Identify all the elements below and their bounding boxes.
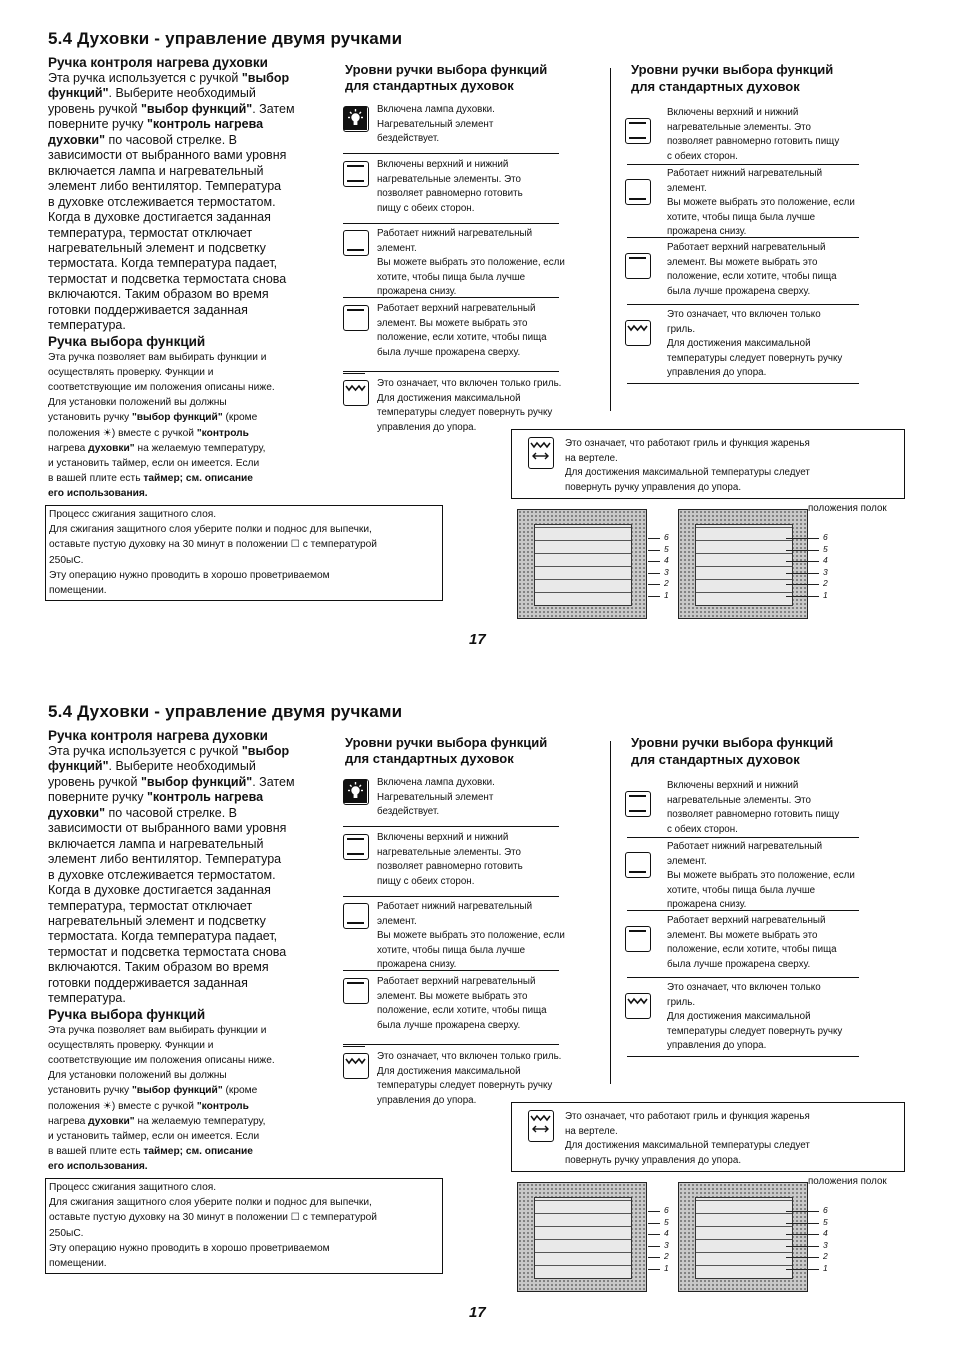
right-entry-text: элемент. [667, 182, 707, 194]
top-heat-icon [343, 978, 369, 1004]
right-entry-text: управления до упора. [667, 1040, 767, 1051]
middle-entry-text: пищу с обеих сторон. [377, 202, 475, 214]
right-entry-text: позволяет равномерно готовить пищу [667, 809, 840, 820]
burn-in-notice-text: оставьте пустую духовку на 30 минут в положении ☐ с температурой [49, 1212, 377, 1224]
bottom-heat-icon-glyph [626, 853, 649, 876]
thermostat-knob-text: включается лампа и нагревательный [48, 163, 264, 178]
shelf-leader-line [648, 596, 660, 597]
right-entry-text: нагревательные элементы. Это [667, 121, 811, 133]
thermostat-knob-text: уровень ручкой "выбор функций". Затем [48, 101, 295, 116]
middle-entry-text: управления до упора. [377, 1094, 477, 1106]
burn-in-notice-text: Эту операцию нужно проводить в хорошо проветриваемом [49, 1242, 330, 1254]
thermostat-knob-text: в духовке отслеживается термостатом. [48, 194, 276, 209]
thermostat-knob-text: включаются. Таким образом во время [48, 287, 269, 302]
thermostat-knob-text: нагревательный элемент и подсветку [48, 240, 266, 255]
bottom-heat-icon [343, 230, 369, 256]
shelf-leader-line [648, 550, 660, 551]
entry-divider [343, 371, 559, 372]
shelf-positions-label: положения полок [808, 1176, 887, 1187]
thermostat-knob-text: Эта ручка используется с ручкой "выбор [48, 744, 290, 758]
function-knob-text: нагрева духовки" на желаемую температуру, [48, 1115, 266, 1127]
burn-in-notice-text: помещении. [49, 585, 107, 596]
shelf-positions-label: положения полок [808, 503, 887, 514]
entry-divider [343, 153, 559, 154]
right-entry-text: температуры следует повернуть ручку [667, 352, 843, 364]
function-knob-heading: Ручка выбора функций [48, 1007, 206, 1022]
burn-in-notice-text: помещении. [49, 1258, 107, 1269]
burn-in-notice-text: Процесс сжигания защитного слоя. [49, 509, 217, 520]
middle-entry-text: температуры следует повернуть ручку [377, 407, 553, 418]
right-entry-text: была лучше прожарена сверху. [667, 958, 811, 970]
middle-entry-text: нагревательные элементы. Это [377, 173, 521, 185]
top-bottom-heat-icon-glyph [626, 119, 649, 142]
burn-in-notice-text: Эту операцию нужно проводить в хорошо проветриваемом [49, 569, 330, 581]
lamp-icon [343, 106, 369, 132]
shelf-number: 1 [664, 1263, 669, 1273]
thermostat-knob-text: зависимости от выбранного вами уровня [48, 821, 287, 836]
middle-entry-text: пищу с обеих сторон. [377, 875, 475, 887]
function-knob-text: его использования. [48, 1160, 148, 1172]
middle-entry-text: Для достижения максимальной [377, 392, 521, 404]
section-title: 5.4 Духовки - управление двумя ручками [48, 29, 403, 48]
right-entry-text: с обеих сторон. [667, 823, 738, 835]
middle-entry-text: хотите, чтобы пища была лучше [377, 271, 526, 283]
middle-entry-text: элемент. Вы можете выбрать это [377, 990, 528, 1002]
entry-divider [627, 383, 859, 384]
burn-in-notice-text: оставьте пустую духовку на 30 минут в положении ☐ с температурой [49, 539, 377, 551]
bottom-heat-icon [625, 179, 651, 205]
function-knob-heading: Ручка выбора функций [48, 334, 206, 349]
middle-entry-text: Работает верхний нагревательный [377, 976, 536, 987]
thermostat-knob-text: включаются. Таким образом во время [48, 960, 269, 975]
shelf-leader-line [786, 561, 819, 562]
entry-divider [627, 237, 859, 238]
right-entry-text: Работает нижний нагревательный [667, 841, 823, 852]
shelf-leader-line [648, 1211, 660, 1212]
entry-divider [627, 910, 859, 911]
shelf-number: 5 [823, 1216, 828, 1227]
shelf-number: 6 [823, 1205, 828, 1215]
thermostat-knob-text: функций". Выберите необходимый [48, 86, 256, 101]
right-entry-text: Это означает, что включен только [667, 982, 821, 993]
shelf-number: 1 [664, 590, 669, 600]
top-heat-icon-glyph [344, 979, 367, 1002]
entry-divider [343, 297, 559, 298]
thermostat-knob-text: элемент либо вентилятор. Температура [48, 179, 282, 194]
middle-entry-text: прожарена снизу. [377, 959, 457, 970]
oven-cavity [534, 1197, 632, 1279]
shelf-number: 4 [823, 1228, 828, 1239]
entry-divider [343, 896, 559, 897]
function-knob-text: установить ручку "выбор функций" (кроме [48, 1085, 258, 1097]
middle-entry-text: прожарена снизу. [377, 286, 457, 297]
entry-divider [627, 304, 859, 305]
section-title: 5.4 Духовки - управление двумя ручками [48, 702, 403, 721]
middle-entry-text: Это означает, что включен только гриль. [377, 1051, 562, 1062]
right-heading: для стандартных духовок [631, 79, 800, 94]
manual-page [0, 0, 954, 673]
middle-entry-text: элемент. [377, 242, 417, 254]
rotisserie-text: повернуть ручку управления до упора. [565, 1154, 742, 1166]
manual-page [0, 673, 954, 1346]
shelf-leader-line [786, 1211, 819, 1212]
middle-entry-text: положение, если хотите, чтобы пища [377, 332, 547, 343]
thermostat-knob-text: готовки поддерживается заданная [48, 302, 248, 317]
burn-in-notice-text: Процесс сжигания защитного слоя. [49, 1182, 217, 1193]
thermostat-knob-text: уровень ручкой "выбор функций". Затем [48, 774, 295, 789]
oven-diagram [517, 1182, 647, 1292]
thermostat-knob-text: термостат и подсветка термостата снова [48, 271, 287, 286]
right-entry-text: Включены верхний и нижний [667, 107, 799, 118]
middle-entry-text: Включены верхний и нижний [377, 159, 509, 170]
middle-entry-text: хотите, чтобы пища была лучше [377, 944, 526, 956]
thermostat-knob-text: температура. [48, 991, 126, 1006]
thermostat-knob-text: Когда в духовке достигается заданная [48, 883, 271, 898]
right-entry-text: Включены верхний и нижний [667, 780, 799, 791]
middle-entry-text: Это означает, что включен только гриль. [377, 378, 562, 389]
shelf-number: 3 [823, 1239, 828, 1250]
top-bottom-heat-icon [343, 834, 369, 860]
bottom-heat-icon-glyph [344, 904, 367, 927]
shelf-number: 6 [823, 532, 828, 542]
shelf-number: 2 [823, 578, 828, 589]
right-entry-text: элемент. Вы можете выбрать это [667, 929, 818, 941]
shelf-leader-line [786, 596, 819, 597]
thermostat-knob-text: Эта ручка используется с ручкой "выбор [48, 71, 290, 85]
right-entry-text: Вы можете выбрать это положение, если [667, 197, 855, 208]
shelf-number: 2 [823, 1251, 828, 1262]
rotisserie-text: Это означает, что работают гриль и функция жаренья [565, 1111, 810, 1122]
middle-entry-text: Вы можете выбрать это положение, если [377, 930, 565, 941]
grill-icon [625, 993, 651, 1019]
oven-diagram [678, 1182, 808, 1292]
function-knob-text: нагрева духовки" на желаемую температуру, [48, 442, 266, 454]
middle-entry-text: элемент. [377, 915, 417, 927]
middle-entry-text: бездействует. [377, 806, 440, 817]
right-heading: Уровни ручки выбора функций [631, 62, 834, 77]
shelf-leader-line [786, 1234, 819, 1235]
function-knob-text: Для установки положений вы должны [48, 1070, 227, 1082]
thermostat-knob-text: духовки" по часовой стрелке. В [48, 132, 238, 147]
burn-in-notice-text: 250ыС. [49, 554, 84, 566]
shelf-leader-line [786, 538, 819, 539]
shelf-number: 6 [664, 532, 669, 542]
right-entry-text: хотите, чтобы пища была лучше [667, 211, 816, 223]
thermostat-knob-text: температура, термостат отключает [48, 225, 253, 240]
oven-diagram [678, 509, 808, 619]
top-bottom-heat-icon-glyph [344, 835, 367, 858]
lamp-icon-glyph [344, 107, 367, 130]
thermostat-knob-text: термостат и подсветка термостата снова [48, 944, 287, 959]
rotisserie-text: на вертеле. [565, 452, 618, 464]
function-knob-text: осуществлять проверку. Функции и [48, 1040, 214, 1052]
rotisserie-text: на вертеле. [565, 1125, 618, 1137]
entry-divider [627, 1056, 859, 1057]
middle-entry-text: Нагревательный элемент [377, 118, 494, 130]
right-entry-text: Для достижения максимальной [667, 1011, 811, 1022]
function-knob-text: в вашей плите есть таймер; см. описание [48, 1145, 253, 1157]
oven-cavity [695, 524, 793, 606]
shelf-number: 4 [664, 555, 669, 566]
shelf-leader-line [648, 1257, 660, 1258]
grill-icon [343, 1053, 369, 1079]
middle-entry-text: Включена лампа духовки. [377, 777, 495, 788]
middle-entry-text: бездействует. [377, 133, 440, 144]
right-heading: Уровни ручки выбора функций [631, 735, 834, 750]
function-knob-text: Для установки положений вы должны [48, 397, 227, 409]
middle-entry-text: управления до упора. [377, 421, 477, 433]
rotisserie-icon [528, 437, 554, 469]
burn-in-notice-text: Для сжигания защитного слоя уберите полки и поднос для выпечки, [49, 524, 372, 536]
middle-entry-text: элемент. Вы можете выбрать это [377, 317, 528, 329]
middle-heading: Уровни ручки выбора функций [345, 735, 548, 750]
shelf-leader-line [648, 1269, 660, 1270]
grill-icon-glyph [344, 1054, 367, 1077]
entry-divider [343, 373, 365, 374]
right-entry-text: хотите, чтобы пища была лучше [667, 884, 816, 896]
shelf-number: 3 [664, 1239, 669, 1250]
top-bottom-heat-icon [625, 118, 651, 144]
thermostat-knob-text: поверните ручку "контроль нагрева [48, 117, 264, 132]
shelf-number: 5 [664, 1216, 669, 1227]
right-entry-text: Работает верхний нагревательный [667, 242, 826, 253]
middle-entry-text: Включены верхний и нижний [377, 832, 509, 843]
thermostat-knob-text: Когда в духовке достигается заданная [48, 210, 271, 225]
right-entry-text: температуры следует повернуть ручку [667, 1025, 843, 1037]
middle-entry-text: температуры следует повернуть ручку [377, 1080, 553, 1091]
middle-entry-text: положение, если хотите, чтобы пища [377, 1005, 547, 1016]
lamp-icon-glyph [344, 780, 367, 803]
shelf-leader-line [648, 538, 660, 539]
rotisserie-text: Это означает, что работают гриль и функция жаренья [565, 438, 810, 449]
shelf-number: 1 [823, 1263, 828, 1273]
shelf-leader-line [648, 561, 660, 562]
entry-divider [343, 223, 559, 224]
entry-divider [343, 1044, 559, 1045]
function-knob-text: Эта ручка позволяет вам выбирать функции и [48, 352, 267, 363]
rotisserie-icon [528, 1110, 554, 1142]
thermostat-knob-text: готовки поддерживается заданная [48, 975, 248, 990]
entry-divider [627, 977, 859, 978]
middle-entry-text: Вы можете выбрать это положение, если [377, 257, 565, 268]
top-bottom-heat-icon-glyph [626, 792, 649, 815]
right-entry-text: Работает нижний нагревательный [667, 168, 823, 179]
right-entry-text: управления до упора. [667, 367, 767, 378]
function-knob-text: установить ручку "выбор функций" (кроме [48, 412, 258, 424]
grill-icon-glyph [626, 321, 649, 344]
middle-entry-text: Включена лампа духовки. [377, 104, 495, 115]
right-entry-text: Для достижения максимальной [667, 338, 811, 349]
grill-icon [625, 320, 651, 346]
grill-icon-glyph [626, 994, 649, 1017]
function-knob-text: осуществлять проверку. Функции и [48, 367, 214, 379]
right-entry-text: Вы можете выбрать это положение, если [667, 870, 855, 881]
shelf-leader-line [648, 584, 660, 585]
thermostat-knob-text: термостата. Когда температура падает, [48, 929, 278, 944]
middle-entry-text: нагревательные элементы. Это [377, 846, 521, 858]
right-heading: для стандартных духовок [631, 752, 800, 767]
top-bottom-heat-icon [625, 791, 651, 817]
shelf-number: 6 [664, 1205, 669, 1215]
burn-in-notice-text: 250ыС. [49, 1227, 84, 1239]
bottom-heat-icon [625, 852, 651, 878]
thermostat-knob-text: в духовке отслеживается термостатом. [48, 867, 276, 882]
middle-entry-text: позволяет равномерно готовить [377, 188, 523, 199]
right-entry-text: была лучше прожарена сверху. [667, 285, 811, 297]
rotisserie-icon-glyph [529, 1111, 552, 1139]
right-entry-text: прожарена снизу. [667, 899, 747, 910]
top-bottom-heat-icon-glyph [344, 162, 367, 185]
function-knob-text: Эта ручка позволяет вам выбирать функции и [48, 1025, 267, 1036]
right-entry-text: Работает верхний нагревательный [667, 915, 826, 926]
shelf-number: 4 [823, 555, 828, 566]
top-heat-icon-glyph [626, 254, 649, 277]
oven-cavity [695, 1197, 793, 1279]
shelf-number: 1 [823, 590, 828, 600]
shelf-leader-line [786, 1223, 819, 1224]
shelf-number: 3 [823, 566, 828, 577]
page-number: 17 [469, 631, 486, 648]
top-heat-icon [625, 253, 651, 279]
shelf-leader-line [786, 1257, 819, 1258]
middle-heading: для стандартных духовок [345, 751, 514, 766]
top-heat-icon-glyph [626, 927, 649, 950]
right-entry-text: положение, если хотите, чтобы пища [667, 271, 837, 282]
entry-divider [343, 826, 559, 827]
right-entry-text: позволяет равномерно готовить пищу [667, 136, 840, 147]
top-heat-icon [343, 305, 369, 331]
right-entry-text: гриль. [667, 323, 696, 335]
right-entry-text: Это означает, что включен только [667, 309, 821, 320]
entry-divider [627, 837, 859, 838]
thermostat-knob-heading: Ручка контроля нагрева духовки [48, 55, 268, 70]
function-knob-text: соответствующие им положения описаны ниже. [48, 1055, 275, 1067]
entry-divider [627, 164, 859, 165]
right-entry-text: с обеих сторон. [667, 150, 738, 162]
function-knob-text: его использования. [48, 487, 148, 499]
rotisserie-text: повернуть ручку управления до упора. [565, 481, 742, 493]
shelf-number: 2 [664, 1251, 669, 1262]
shelf-leader-line [786, 1269, 819, 1270]
page-number: 17 [469, 1304, 486, 1321]
middle-entry-text: Работает нижний нагревательный [377, 901, 533, 912]
burn-in-notice-text: Для сжигания защитного слоя уберите полки и поднос для выпечки, [49, 1197, 372, 1209]
top-heat-icon-glyph [344, 306, 367, 329]
function-knob-text: положения ☀) вместе с ручкой "контроль [48, 1100, 249, 1112]
function-knob-text: и установить таймер, если он имеется. Если [48, 1130, 260, 1142]
entry-divider [343, 1046, 365, 1047]
thermostat-knob-text: элемент либо вентилятор. Температура [48, 852, 282, 867]
middle-entry-text: Работает верхний нагревательный [377, 303, 536, 314]
shelf-leader-line [786, 584, 819, 585]
lamp-icon [343, 779, 369, 805]
oven-cavity [534, 524, 632, 606]
right-entry-text: элемент. [667, 855, 707, 867]
thermostat-knob-text: нагревательный элемент и подсветку [48, 913, 266, 928]
thermostat-knob-text: термостата. Когда температура падает, [48, 256, 278, 271]
function-knob-text: соответствующие им положения описаны ниже. [48, 382, 275, 394]
grill-icon [343, 380, 369, 406]
right-entry-text: элемент. Вы можете выбрать это [667, 256, 818, 268]
column-divider [610, 68, 611, 411]
bottom-heat-icon [343, 903, 369, 929]
thermostat-knob-text: поверните ручку "контроль нагрева [48, 790, 264, 805]
bottom-heat-icon-glyph [344, 231, 367, 254]
shelf-leader-line [648, 1234, 660, 1235]
shelf-number: 5 [823, 543, 828, 554]
shelf-number: 3 [664, 566, 669, 577]
function-knob-text: и установить таймер, если он имеется. Если [48, 457, 260, 469]
grill-icon-glyph [344, 381, 367, 404]
column-divider [610, 741, 611, 1084]
rotisserie-text: Для достижения максимальной температуры следует [565, 467, 810, 478]
middle-entry-text: Для достижения максимальной [377, 1065, 521, 1077]
shelf-leader-line [648, 573, 660, 574]
middle-entry-text: была лучше прожарена сверху. [377, 346, 521, 358]
middle-entry-text: Нагревательный элемент [377, 791, 494, 803]
middle-heading: для стандартных духовок [345, 78, 514, 93]
middle-heading: Уровни ручки выбора функций [345, 62, 548, 77]
function-knob-text: в вашей плите есть таймер; см. описание [48, 472, 253, 484]
thermostat-knob-text: включается лампа и нагревательный [48, 836, 264, 851]
shelf-leader-line [786, 573, 819, 574]
function-knob-text: положения ☀) вместе с ручкой "контроль [48, 427, 249, 439]
middle-entry-text: позволяет равномерно готовить [377, 861, 523, 872]
right-entry-text: гриль. [667, 996, 696, 1008]
thermostat-knob-text: зависимости от выбранного вами уровня [48, 148, 287, 163]
right-entry-text: положение, если хотите, чтобы пища [667, 944, 837, 955]
shelf-leader-line [648, 1246, 660, 1247]
shelf-leader-line [648, 1223, 660, 1224]
right-entry-text: нагревательные элементы. Это [667, 794, 811, 806]
thermostat-knob-text: температура, термостат отключает [48, 898, 253, 913]
entry-divider [343, 970, 559, 971]
thermostat-knob-text: температура. [48, 318, 126, 333]
bottom-heat-icon-glyph [626, 180, 649, 203]
shelf-leader-line [786, 550, 819, 551]
thermostat-knob-text: функций". Выберите необходимый [48, 759, 256, 774]
shelf-number: 5 [664, 543, 669, 554]
thermostat-knob-heading: Ручка контроля нагрева духовки [48, 728, 268, 743]
shelf-leader-line [786, 1246, 819, 1247]
middle-entry-text: Работает нижний нагревательный [377, 228, 533, 239]
top-bottom-heat-icon [343, 161, 369, 187]
shelf-number: 4 [664, 1228, 669, 1239]
right-entry-text: прожарена снизу. [667, 226, 747, 237]
thermostat-knob-text: духовки" по часовой стрелке. В [48, 805, 238, 820]
oven-diagram [517, 509, 647, 619]
shelf-number: 2 [664, 578, 669, 589]
rotisserie-icon-glyph [529, 438, 552, 466]
middle-entry-text: была лучше прожарена сверху. [377, 1019, 521, 1031]
top-heat-icon [625, 926, 651, 952]
rotisserie-text: Для достижения максимальной температуры следует [565, 1140, 810, 1151]
